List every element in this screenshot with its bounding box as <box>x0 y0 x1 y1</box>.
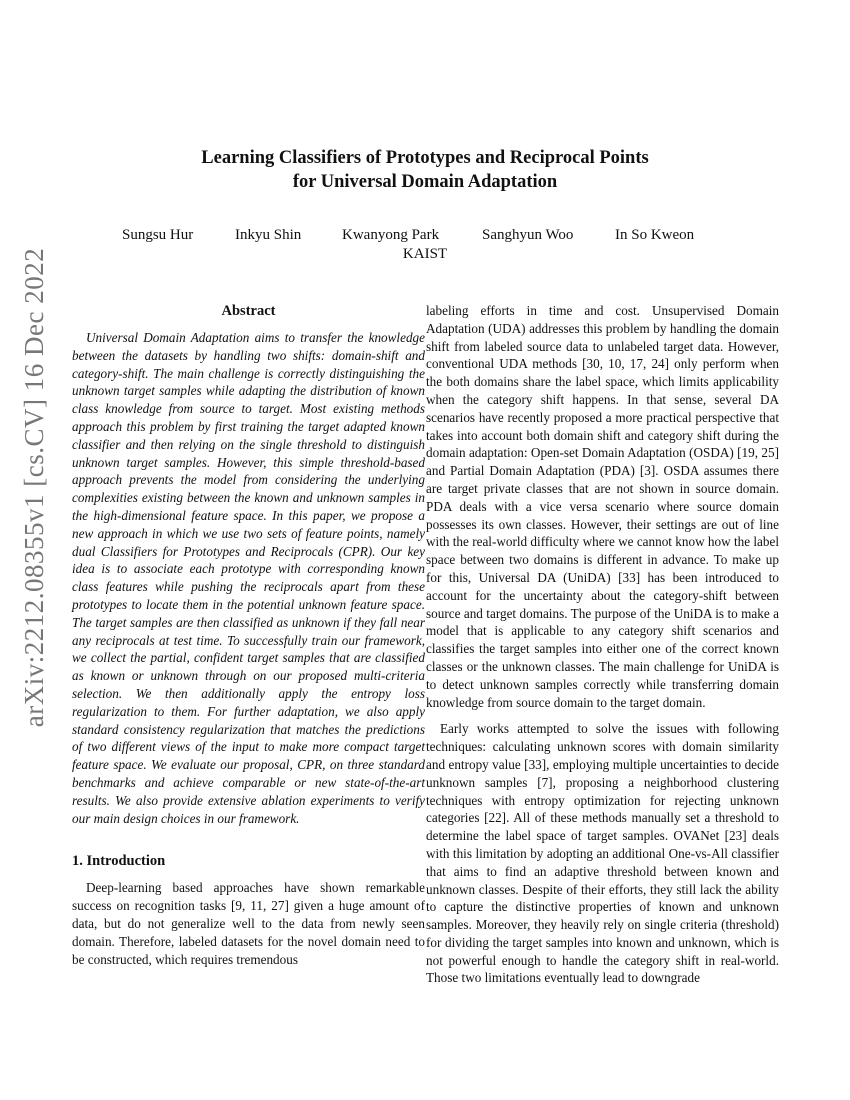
abstract-heading: Abstract <box>221 303 276 319</box>
author-name: In So Kweon <box>615 227 695 243</box>
arxiv-stamp <box>10 247 60 728</box>
arxiv-stamp-text: arXiv:2212.08355v1 [cs.CV] 16 Dec 2022 <box>19 247 50 728</box>
title-line-2: for Universal Domain Adaptation <box>292 172 558 192</box>
intro-paragraph-1-continued: labeling efforts in time and cost. Unsupervised Domain Adaptation (UDA) addresses this problem by handling the domain shift from labeled source data to unlabeled target data. However, conventional UDA methods [30, 10, 17, 24] only perform when the both domains share the label space, which limits applicability when the category shift happens. In that sense, several DA scenarios have recently proposed a more practical perspective that takes into account both domain shift and category shift during the domain adaptation: Open-set Domain Adaptation (OSDA) [19, 25] and Partial Domain Adaptation (PDA) [3]. OSDA assumes there are target private classes that are not shown in source domain. PDA deals with a vice versa scenario where source domain possesses its own classes. However, their settings are out of line with the real-world difficulty where we cannot know how the label space between two domains is different in advance. To make up for this, Universal DA (UniDA) [33] has been introduced to account for the uncertainty about the category-shift between source and target domains. The purpose of the UniDA is to make a model that is applicable to any category shift scenarios and classifies the target samples into either one of the correct known classes or the unknown classes. The main challenge for UniDA is to detect unknown samples correctly while transferring domain knowledge from source domain to the target domain. <box>426 303 779 710</box>
author-name: Sanghyun Woo <box>482 227 574 243</box>
right-column <box>426 302 779 987</box>
left-column <box>72 302 425 968</box>
paper-title <box>0 146 850 194</box>
section-heading-introduction: 1. Introduction <box>72 853 166 870</box>
intro-paragraph-1: Deep-learning based approaches have shown remarkable success on recognition tasks [9, 11, 27] given a huge amount of data, but do not generalize well to the data from newly seen domain. Therefore, labeled datasets for the novel domain need to be constructed, which requires tremendous <box>72 880 425 967</box>
title-line-1: Learning Classifiers of Prototypes and Reciprocal Points <box>201 148 649 168</box>
abstract-text: Universal Domain Adaptation aims to transfer the knowledge between the datasets by handling two shifts: domain-shift and category-shift. The main challenge is correctly distinguishing the unknown target samples while adapting the distribution of known class knowledge from source to target. Most existing methods approach this problem by first training the target adapted known classifier and then relying on the single threshold to distinguish unknown target samples. However, this simple threshold-based approach prevents the model from considering the underlying complexities existing between the known and unknown samples in the high-dimensional feature space. In this paper, we propose a new approach in which we use two sets of feature points, namely dual Classifiers for Prototypes and Reciprocals (CPR). Our key idea is to associate each prototype with corresponding known class features while pushing the reciprocals apart from these prototypes to locate them in the potential unknown feature space. The target samples are then classified as unknown if they fall near any reciprocals at test time. To successfully train our framework, we collect the partial, confident target samples that are classified as known or unknown through on our proposed multi-criteria selection. We then additionally apply the entropy loss regularization to them. For further adaptation, we also apply standard consistency regularization that matches the predictions of two different views of the input to make more compact target feature space. We evaluate our proposal, CPR, on three standard benchmarks and achieve comparable or new state-of-the-art results. We also provide extensive ablation experiments to verify our main design choices in our framework. <box>72 330 425 826</box>
author-name: Kwanyong Park <box>342 227 440 243</box>
affiliation: KAIST <box>402 246 448 262</box>
intro-paragraph-2: Early works attempted to solve the issues with following techniques: calculating unknown scores with domain similarity and entropy value [33], employing multiple uncertainties to decide unknown samples [7], proposing a neighborhood clustering techniques with entropy optimization for rejecting unknown categories [22]. All of these methods manually set a threshold to determine the label space of target samples. OVANet [23] deals with this limitation by adopting an additional One-vs-All classifier that aims to find an adaptive threshold between known and unknown classes. Despite of their efforts, they still lack the ability to capture the distinctive properties of known and unknown samples. Moreover, they heavily rely on single criteria (threshold) for dividing the target samples into known and unknown, which is not powerful enough to handle the category shift in real-world. Those two limitations eventually lead to downgrade <box>426 721 779 986</box>
author-name: Inkyu Shin <box>235 227 302 243</box>
author-name: Sungsu Hur <box>122 227 194 243</box>
